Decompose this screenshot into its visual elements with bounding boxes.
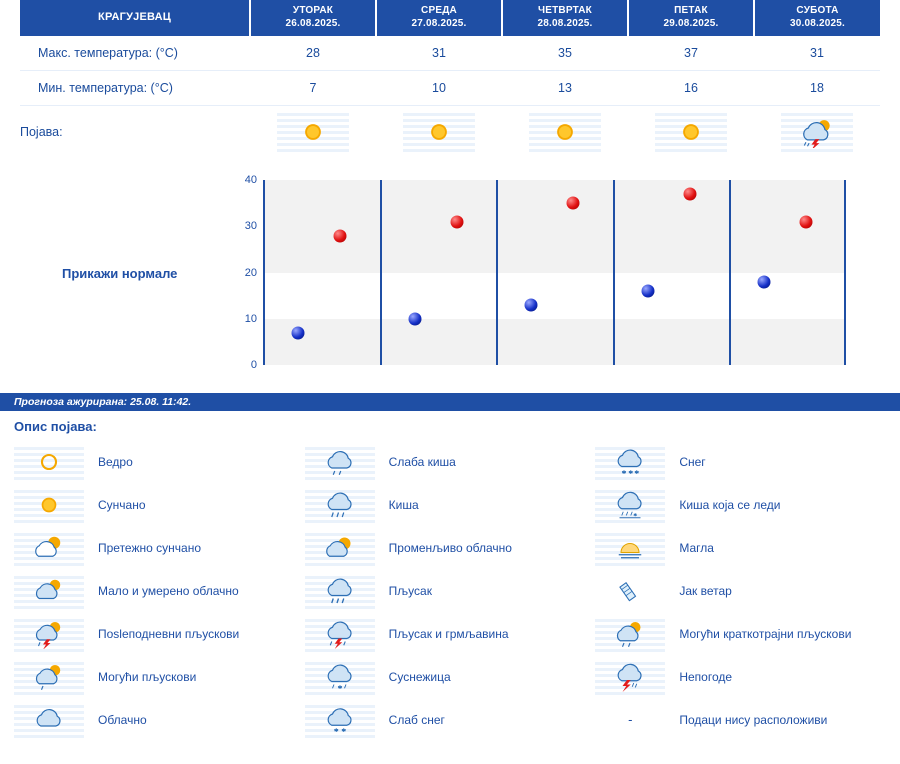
light-snow-icon [305,702,375,738]
legend-label: Облачно [98,712,147,727]
legend-label: Поslеподневни пљускови [98,626,240,641]
day-date: 29.08.2025. [663,17,719,29]
list-item [14,698,305,741]
max-temp-day-1: 31 [376,36,502,71]
forecast-table [20,0,880,162]
max-temp-day-3: 37 [628,36,754,71]
legend-label: Суснежица [388,669,451,684]
table-row-max-temp [20,36,880,71]
thunderstorm-icon [305,616,375,652]
chart-y-tick: 0 [250,359,257,371]
legend-label: Слаб снег [388,712,445,727]
sleet-icon [305,659,375,695]
list-item [305,569,596,612]
legend-grid [14,440,886,741]
sunny-icon [14,487,84,523]
list-item [14,483,305,526]
legend-label: Слаба киша [388,454,456,469]
place-name: КРАГУЈЕВАЦ [20,0,250,36]
list-item [595,526,886,569]
row-label-min-temp: Мин. температура: (°C) [20,71,250,106]
day-column-1 [376,0,502,36]
partly-cloudy-icon [305,530,375,566]
chart-point-min [291,326,304,339]
possible-showers-icon [14,659,84,695]
row-label-max-temp: Макс. температура: (°C) [20,36,250,71]
chart-column-divider [729,180,731,365]
day-date: 27.08.2025. [411,17,467,29]
max-temp-day-2: 35 [502,36,628,71]
fog-icon [595,530,665,566]
legend-label: Киша [388,497,419,512]
day-name: ЧЕТВРТАК [538,5,592,16]
chart-point-min [525,298,538,311]
legend-label: Претежно сунчано [98,540,201,555]
no-data-icon [595,702,665,738]
list-item [305,483,596,526]
few-clouds-icon [14,573,84,609]
legend-label: Непогоде [679,669,733,684]
legend-label: Киша која се леди [679,497,781,512]
table-row-phenomena [20,106,880,163]
temperature-chart [20,174,880,385]
day-column-0 [250,0,376,36]
min-temp-day-0: 7 [250,71,376,106]
chart-column-divider [263,180,265,365]
legend-label: Могући краткотрајни пљускови [679,626,852,641]
list-item [595,569,886,612]
phenomenon-day-0 [250,106,376,163]
chart-y-tick: 30 [244,220,257,233]
snow-icon [595,444,665,480]
day-name: СУБОТА [796,5,839,16]
storm-icon [781,112,853,152]
day-name: УТОРАК [292,5,334,16]
legend-label: Јак ветар [679,583,732,598]
chart-y-tick: 40 [244,174,257,186]
day-date: 30.08.2025. [789,17,846,29]
list-item [14,569,305,612]
list-item [14,440,305,483]
sunny-icon [403,112,475,152]
chart-y-tick: 20 [244,266,257,279]
rain-icon [305,487,375,523]
chart-plot-area [244,174,846,371]
legend-label: Магла [679,540,714,555]
shower-icon [305,573,375,609]
forecast-table-header-row [20,0,880,36]
freezing-rain-icon [595,487,665,523]
list-item [14,655,305,698]
list-item [305,698,596,741]
legend-label: Подаци нису расположиви [679,712,828,727]
day-date: 28.08.2025. [537,17,593,29]
mostly-sunny-icon [14,530,84,566]
chart-point-min [758,275,771,288]
chart-point-max [567,197,580,210]
list-item [595,698,886,741]
day-column-4 [754,0,880,36]
min-temp-day-1: 10 [376,71,502,106]
chart-point-min [408,312,421,325]
list-item [595,483,886,526]
show-normals-link[interactable]: Прикажи нормале [62,266,178,281]
chart-column-divider [613,180,615,365]
list-item [595,440,886,483]
min-temp-day-2: 13 [502,71,628,106]
phenomenon-day-1 [376,106,502,163]
legend-label: Могући пљускови [98,669,197,684]
day-name: СРЕДА [421,5,457,16]
list-item [305,612,596,655]
phenomenon-day-4 [754,106,880,163]
max-temp-day-0: 28 [250,36,376,71]
afternoon-showers-icon [14,616,84,652]
chart-band [263,180,846,226]
legend-label: Пљусак и грмљавина [388,626,509,641]
chart-point-max [450,215,463,228]
day-name: ПЕТАК [674,5,708,16]
list-item [14,612,305,655]
cloudy-icon [14,702,84,738]
list-item [305,655,596,698]
row-label-phenomena: Појава: [20,106,250,163]
min-temp-day-3: 16 [628,71,754,106]
legend-label: Пљусак [388,583,432,598]
phenomenon-day-3 [628,106,754,163]
chart-column-divider [844,180,846,365]
strong-wind-icon [595,573,665,609]
min-temp-day-4: 18 [754,71,880,106]
chart-band [263,226,846,272]
day-column-3 [628,0,754,36]
chart-point-min [641,285,654,298]
legend-label: Мало и умерено облачно [98,583,239,598]
list-item [305,440,596,483]
day-column-2 [502,0,628,36]
possible-short-showers-icon [595,616,665,652]
chart-point-max [333,229,346,242]
chart-point-max [683,187,696,200]
chart-column-divider [380,180,382,365]
legend-label: Променљиво облачно [388,540,512,555]
forecast-updated-bar: Прогноза ажурирана: 25.08. 11:42. [0,393,900,411]
legend-label: Ведро [98,454,133,469]
light-rain-icon [305,444,375,480]
sunny-icon [529,112,601,152]
chart-band [263,319,846,365]
legend-label: Сунчано [98,497,146,512]
sunny-icon [655,112,727,152]
chart-y-tick: 10 [244,312,257,325]
list-item [305,526,596,569]
phenomenon-day-2 [502,106,628,163]
no-data-dash: - [628,712,633,727]
list-item [595,655,886,698]
max-temp-day-4: 31 [754,36,880,71]
chart-column-divider [496,180,498,365]
table-row-min-temp [20,71,880,106]
legend-label: Снег [679,454,706,469]
list-item [595,612,886,655]
severe-weather-icon [595,659,665,695]
chart-point-max [800,215,813,228]
day-date: 26.08.2025. [285,17,341,29]
list-item [14,526,305,569]
sunny-icon [277,112,349,152]
clear-icon [14,444,84,480]
legend-title: Опис појава: [14,419,97,434]
